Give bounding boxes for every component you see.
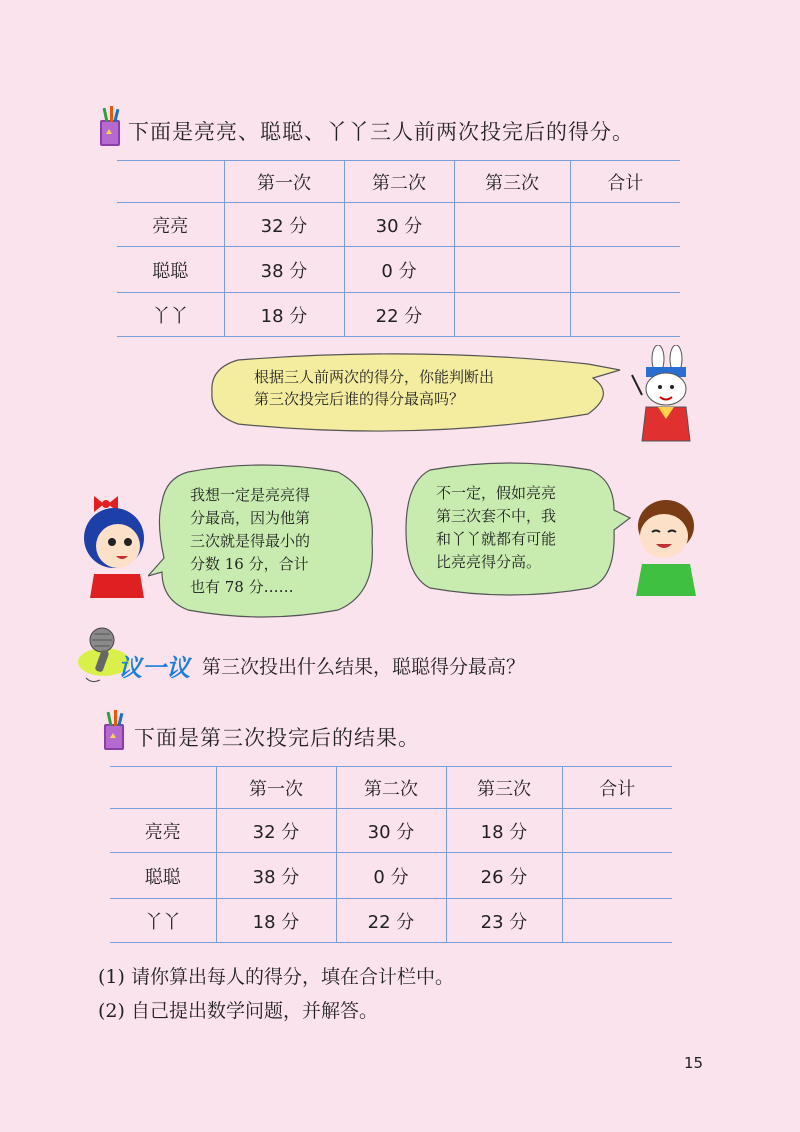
girl-bubble-text xyxy=(190,484,310,599)
girl-illustration xyxy=(76,488,156,598)
bubble-line: 比亮亮得分高。 xyxy=(436,553,542,571)
task-text: 请你算出每人的得分，填在合计栏中。 xyxy=(130,966,454,988)
score-cell: 38 分 xyxy=(216,853,336,899)
score-cell: 22 分 xyxy=(344,293,454,337)
task-item-1 xyxy=(98,962,454,989)
task-number: (2) xyxy=(98,1000,125,1022)
pencil-cup-icon xyxy=(100,710,130,752)
score-table-final xyxy=(110,766,672,943)
table-row xyxy=(110,809,672,853)
bubble-line: 分数 16 分，合计 xyxy=(190,555,309,573)
header-cell: 合计 xyxy=(562,767,672,809)
row-label: 亮亮 xyxy=(110,809,216,853)
header-cell xyxy=(117,161,224,203)
table-header-row xyxy=(117,161,680,203)
task-number: (1) xyxy=(98,966,125,988)
discuss-label: 议一议 xyxy=(118,654,190,682)
section2-heading: 下面是第三次投完后的结果。 xyxy=(134,726,420,750)
table-row xyxy=(110,853,672,899)
bubble-line: 根据三人前两次的得分，你能判断出 xyxy=(254,368,495,386)
score-table-first-two-rounds xyxy=(117,160,680,337)
score-cell xyxy=(454,293,570,337)
score-cell: 23 分 xyxy=(446,899,562,943)
score-cell: 30 分 xyxy=(344,203,454,247)
table-row xyxy=(117,203,680,247)
bubble-line: 第三次投完后谁的得分最高吗？ xyxy=(254,390,465,408)
header-cell: 第二次 xyxy=(344,161,454,203)
score-cell: 32 分 xyxy=(216,809,336,853)
header-cell: 第一次 xyxy=(224,161,344,203)
score-cell: 38 分 xyxy=(224,247,344,293)
score-cell: 32 分 xyxy=(224,203,344,247)
score-cell xyxy=(454,203,570,247)
header-cell: 第一次 xyxy=(216,767,336,809)
table-row xyxy=(117,293,680,337)
row-label: 聪聪 xyxy=(110,853,216,899)
header-cell: 第二次 xyxy=(336,767,446,809)
bubble-line: 三次就是得最小的 xyxy=(190,532,311,550)
total-cell xyxy=(570,247,680,293)
score-cell: 26 分 xyxy=(446,853,562,899)
total-cell xyxy=(570,293,680,337)
total-cell xyxy=(562,809,672,853)
total-cell xyxy=(570,203,680,247)
total-cell xyxy=(562,899,672,943)
bubble-line: 也有 78 分…… xyxy=(190,578,294,596)
row-label: 聪聪 xyxy=(117,247,224,293)
header-cell: 第三次 xyxy=(454,161,570,203)
score-cell: 0 分 xyxy=(344,247,454,293)
bubble-line: 分最高，因为他第 xyxy=(190,509,311,527)
score-cell: 18 分 xyxy=(446,809,562,853)
bubble-line: 我想一定是亮亮得 xyxy=(190,486,311,504)
section1-heading: 下面是亮亮、聪聪、丫丫三人前两次投完后的得分。 xyxy=(128,120,634,144)
row-label: 丫丫 xyxy=(110,899,216,943)
score-cell: 18 分 xyxy=(216,899,336,943)
task-item-2 xyxy=(98,996,378,1023)
table-header-row xyxy=(110,767,672,809)
bubble-line: 和丫丫就都有可能 xyxy=(436,530,557,548)
row-label: 亮亮 xyxy=(117,203,224,247)
score-cell: 30 分 xyxy=(336,809,446,853)
task-text: 自己提出数学问题，并解答。 xyxy=(130,1000,378,1022)
header-cell: 第三次 xyxy=(446,767,562,809)
table-row xyxy=(110,899,672,943)
total-cell xyxy=(562,853,672,899)
score-cell: 18 分 xyxy=(224,293,344,337)
rabbit-bubble-text xyxy=(254,366,494,410)
table-row xyxy=(117,247,680,293)
page-number: 15 xyxy=(684,1054,704,1072)
boy-illustration xyxy=(628,492,704,596)
row-label: 丫丫 xyxy=(117,293,224,337)
bubble-line: 第三次套不中，我 xyxy=(436,507,557,525)
header-cell: 合计 xyxy=(570,161,680,203)
rabbit-teacher-illustration xyxy=(628,345,708,445)
score-cell xyxy=(454,247,570,293)
pencil-cup-icon xyxy=(96,106,126,148)
header-cell xyxy=(110,767,216,809)
discuss-question: 第三次投出什么结果，聪聪得分最高？ xyxy=(202,656,526,678)
bubble-line: 不一定，假如亮亮 xyxy=(436,484,557,502)
score-cell: 22 分 xyxy=(336,899,446,943)
boy-bubble-text xyxy=(436,482,556,574)
score-cell: 0 分 xyxy=(336,853,446,899)
